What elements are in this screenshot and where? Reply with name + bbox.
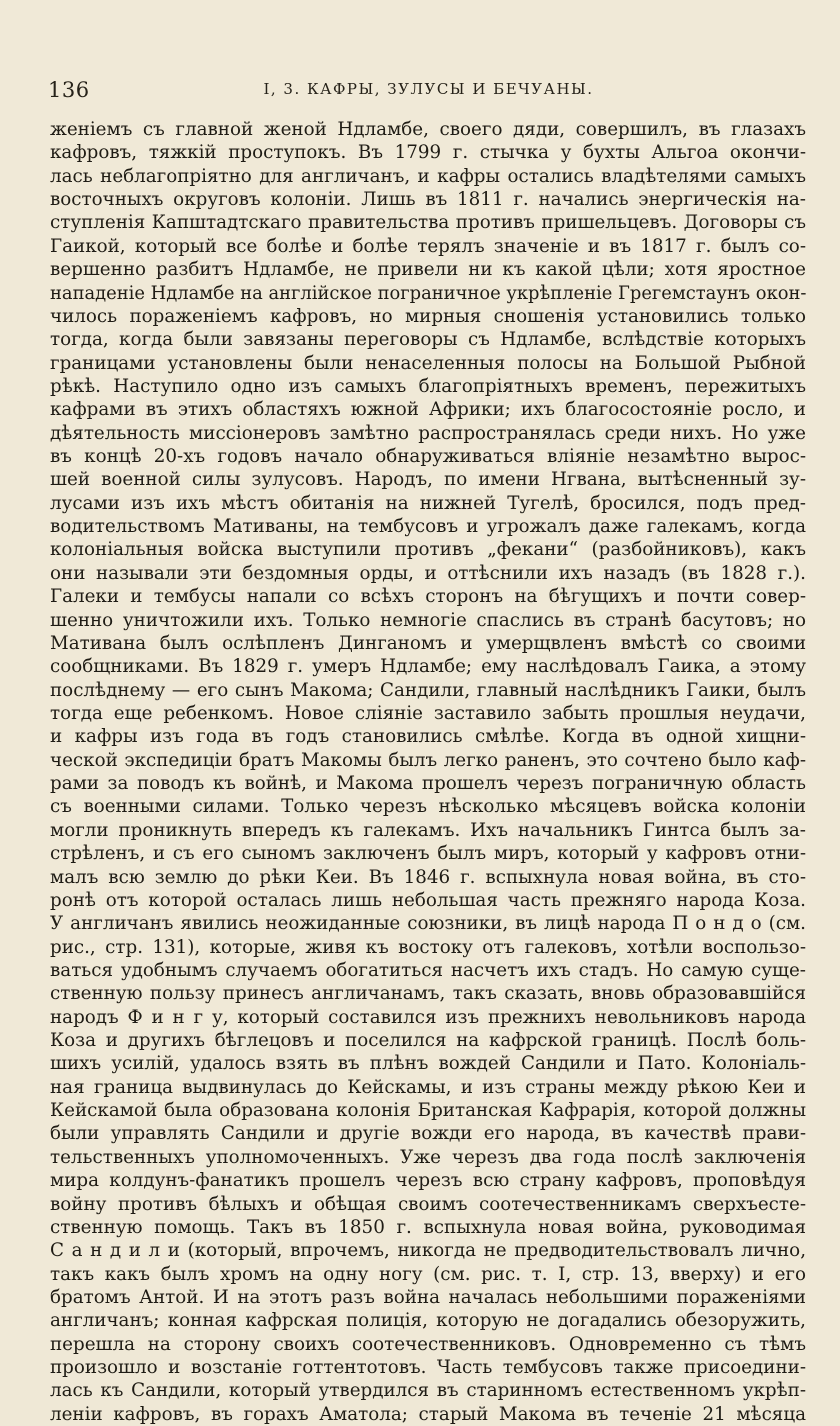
text-line: такъ какъ былъ хромъ на одну ногу (см. рис. т. I, стр. 13, вверху) и его [50,1263,806,1285]
text-line: границами установлены были ненаселенныя полосы на Большой Рыбной [50,352,806,374]
text-line: Кейскамой была образована колонія Британская Кафрарія, которой должны [50,1100,806,1122]
text-line: малъ всю землю до рѣки Кеи. Въ 1846 г. вспыхнула новая война, въ сто- [50,866,806,888]
text-line: и кафры изъ года въ годъ становились смѣлѣе. Когда въ одной хищни- [50,726,806,748]
text-line: братомъ Антой. И на этотъ разъ война началась небольшими пораженіями [50,1286,806,1308]
text-line: сообщниками. Въ 1829 г. умеръ Ндламбе; ему наслѣдовалъ Гаика, а этому [50,656,806,678]
running-head: I, 3. КАФРЫ, ЗУЛУСЫ И БЕЧУАНЫ. [263,80,594,98]
text-line: ронѣ отъ которой осталась лишь небольшая часть прежняго народа Коза. [50,889,806,911]
text-line: вершенно разбитъ Ндламбе, не привели ни къ какой цѣли; хотя яростное [50,259,806,281]
text-line: кафровъ, тяжкій проступокъ. Въ 1799 г. стычка у бухты Альгоа окончи- [50,142,806,164]
text-line: рами за поводъ къ войнѣ, и Макома прошелъ черезъ пограничную область [50,773,806,795]
text-line: войну противъ бѣлыхъ и обѣщая своимъ соотечественникамъ сверхъесте- [50,1193,806,1215]
text-line: перешла на сторону своихъ соотечественниковъ. Одновременно съ тѣмъ [50,1333,806,1355]
text-line: шенно уничтожили ихъ. Только немногіе спаслись въ странѣ басутовъ; но [50,609,806,631]
text-line: ная граница выдвинулась до Кейскамы, и изъ страны между рѣкою Кеи и [50,1076,806,1098]
text-line: тогда еще ребенкомъ. Новое сліяніе заставило забыть прошлыя неудачи, [50,702,806,724]
text-line: леніи кафровъ, въ горахъ Аматола; старый Макома въ теченіе 21 мѣсяца [50,1403,806,1425]
text-line: шихъ усилій, удалось взять въ плѣнъ вождей Сандили и Пато. Колоніаль- [50,1053,806,1075]
text-line: ваться удобнымъ случаемъ обогатиться насчетъ ихъ стадъ. Но самую суще- [50,959,806,981]
text-line: ственную помощь. Такъ въ 1850 г. вспыхнула новая война, руководимая [50,1216,806,1238]
text-line: тогда, когда были завязаны переговоры съ Ндламбе, вслѣдствіе которыхъ [50,329,806,351]
text-line: лась къ Сандили, который утвердился въ старинномъ естественномъ укрѣп- [50,1380,806,1402]
text-line: водительствомъ Мативаны, на тембусовъ и угрожалъ даже галекамъ, когда [50,516,806,538]
text-line: Мативана былъ ослѣпленъ Динганомъ и умерщвленъ вмѣстѣ со своими [50,632,806,654]
text-line: лась неблагопріятно для англичанъ, и кафры остались владѣтелями самыхъ [50,165,806,187]
text-line: ческой экспедиціи братъ Макомы былъ легко раненъ, это сочтено было каф- [50,749,806,771]
text-line: Галеки и тембусы напали со всѣхъ сторонъ на бѣгущихъ и почти совер- [50,586,806,608]
text-line: ступленія Капштадтскаго правительства противъ пришельцевъ. Договоры съ [50,212,806,234]
page-number: 136 [48,78,90,102]
text-line: рис., стр. 131), которые, живя къ востоку отъ галековъ, хотѣли воспользо- [50,936,806,958]
text-line: рѣкѣ. Наступило одно изъ самыхъ благопріятныхъ временъ, пережитыхъ [50,375,806,397]
text-line: шей военной силы зулусовъ. Народъ, по имени Нгвана, вытѣсненный зу- [50,469,806,491]
text-line: нападеніе Ндламбе на англійское пограничное укрѣпленіе Грегемстаунъ окон- [50,282,807,304]
text-line: чилось пораженіемъ кафровъ, но мирныя сношенія установились только [50,305,806,327]
text-line: англичанъ; конная кафрская полиція, которую не догадались обезоружить, [50,1310,806,1332]
page-header [46,78,811,104]
text-line: народъ Ф и н г у, который составился изъ прежнихъ невольниковъ народа [50,1006,806,1028]
text-line: послѣднему — его сынъ Макома; Сандили, главный наслѣдникъ Гаики, былъ [50,679,806,701]
text-line: тельственныхъ уполномоченныхъ. Уже черезъ два года послѣ заключенія [50,1146,806,1168]
text-line: кафрами въ этихъ областяхъ южной Африки; ихъ благосостояніе росло, и [50,399,806,421]
text-line: съ военными силами. Только черезъ нѣсколько мѣсяцевъ войска колоніи [50,796,806,818]
text-line: ственную пользу принесъ англичанамъ, такъ сказать, вновь образовавшійся [50,983,806,1005]
body-text [50,118,806,1426]
text-line: женіемъ съ главной женой Ндламбе, своего дяди, совершилъ, въ глазахъ [50,119,806,140]
text-line: Гаикой, который все болѣе и болѣе терялъ значеніе и въ 1817 г. былъ со- [50,235,806,257]
text-line: въ концѣ 20-хъ годовъ начало обнаруживаться вліяніе незамѣтно вырос- [50,446,806,468]
text-line: Коза и другихъ бѣглецовъ и поселился на кафрской границѣ. Послѣ боль- [50,1030,806,1052]
text-line: лусами изъ ихъ мѣстъ обитанія на нижней Тугелѣ, бросился, подъ пред- [50,492,806,514]
text-line: могли проникнуть впередъ къ галекамъ. Ихъ начальникъ Гинтса былъ за- [50,819,806,841]
text-line: стрѣленъ, и съ его сыномъ заключенъ былъ миръ, который у кафровъ отни- [50,843,806,865]
text-line: восточныхъ округовъ колоніи. Лишь въ 1811 г. начались энергическія на- [50,189,806,211]
text-line: дѣятельность миссіонеровъ замѣтно распространялась среди нихъ. Но уже [50,422,806,444]
text-line: были управлять Сандили и другіе вожди его народа, въ качествѣ прави- [50,1123,806,1145]
text-line: мира колдунъ-фанатикъ прошелъ черезъ всю страну кафровъ, проповѣдуя [50,1170,806,1192]
text-line: С а н д и л и (который, впрочемъ, никогда не предводительствовалъ лично, [50,1240,806,1262]
text-line: колоніальныя войска выступили противъ „фекани“ (разбойниковъ), какъ [50,539,806,561]
text-line: произошло и возстаніе готтентотовъ. Часть тембусовъ также присоедини- [50,1357,806,1379]
text-line: У англичанъ явились неожиданные союзники, въ лицѣ народа П о н д о (см. [50,913,806,935]
text-line: они называли эти бездомныя орды, и оттѣснили ихъ назадъ (въ 1828 г.). [50,562,806,584]
